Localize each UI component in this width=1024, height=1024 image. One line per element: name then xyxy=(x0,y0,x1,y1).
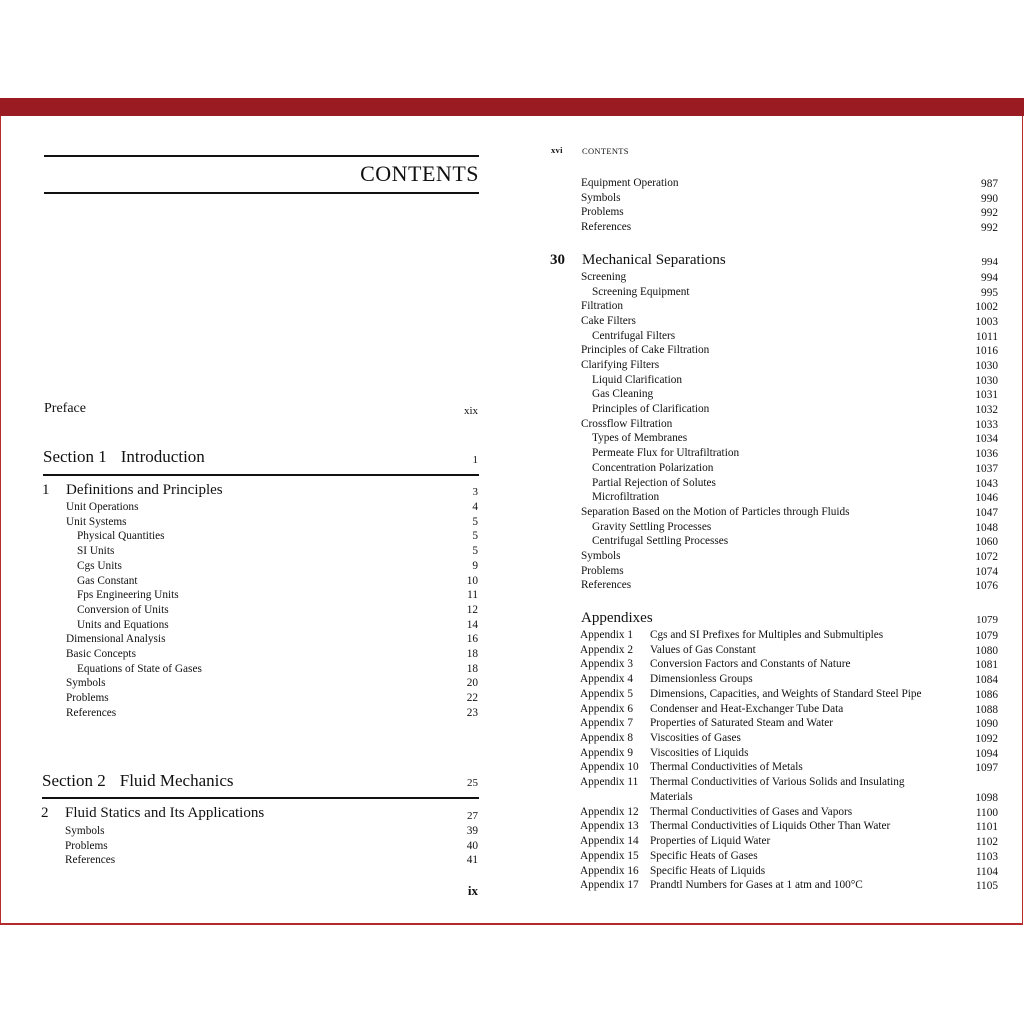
toc-entry: Cake Filters xyxy=(581,315,636,328)
appendix-page: 1104 xyxy=(975,865,998,878)
toc-entry-page: 16 xyxy=(466,633,478,646)
page-frame xyxy=(0,116,1023,925)
chapter2-page: 27 xyxy=(467,810,478,822)
toc-entry-page: 1037 xyxy=(975,462,998,475)
toc-entry: Physical Quantities xyxy=(77,530,165,543)
title-rule-top xyxy=(44,155,479,157)
toc-entry-page: 20 xyxy=(466,677,478,690)
toc-entry: References xyxy=(581,220,632,233)
toc-entry-page: 9 xyxy=(472,559,478,572)
chapter2-title: Fluid Statics and Its Applications xyxy=(65,805,265,821)
section2-page: 25 xyxy=(467,777,478,789)
appendix-page: 1086 xyxy=(975,688,998,701)
running-head-folio: xvi xyxy=(551,145,563,155)
appendix-page: 1084 xyxy=(975,674,998,687)
appendix-title: Thermal Conductivities of Various Solids and Insulating xyxy=(650,776,905,789)
page-folio: ix xyxy=(467,883,478,898)
toc-entry-page: 992 xyxy=(981,221,998,234)
toc-entry-page: 1060 xyxy=(975,536,998,549)
toc-entry: Permeate Flux for Ultrafiltration xyxy=(592,447,740,460)
appendix-number: Appendix 16 xyxy=(580,864,639,877)
section1-page: 1 xyxy=(472,454,478,466)
toc-entry: Clarifying Filters xyxy=(581,359,660,372)
toc-entry-page: 1034 xyxy=(975,433,998,446)
toc-entry-page: 40 xyxy=(466,839,478,852)
toc-entry: Dimensional Analysis xyxy=(66,633,166,646)
running-head-label: CONTENTS xyxy=(582,146,629,156)
toc-entry: Symbols xyxy=(581,549,621,562)
toc-entry-page: 1032 xyxy=(975,404,998,417)
toc-entry: Gas Cleaning xyxy=(592,388,654,401)
toc-entry-page: 1048 xyxy=(975,521,998,534)
toc-entry-page: 992 xyxy=(981,207,998,220)
toc-entry-page: 5 xyxy=(472,515,478,528)
section1-title: Introduction xyxy=(120,447,205,466)
toc-entry: Separation Based on the Motion of Particles through Fluids xyxy=(581,505,850,518)
toc-entry-page: 22 xyxy=(466,692,478,705)
top-color-band xyxy=(0,98,1024,116)
toc-entry: Gravity Settling Processes xyxy=(592,520,712,533)
appendix-page: 1102 xyxy=(975,836,998,849)
toc-entry: Basic Concepts xyxy=(66,648,136,660)
appendix-number: Appendix 8 xyxy=(580,732,634,745)
appendix-number: Appendix 11 xyxy=(580,776,639,789)
appendix-page: 1094 xyxy=(975,747,998,760)
chapter1-number: 1 xyxy=(42,482,50,498)
chapter30-page: 994 xyxy=(981,256,998,268)
toc-entry-page: 18 xyxy=(466,662,478,675)
toc-entry-page: 1031 xyxy=(975,389,998,402)
toc-entry: References xyxy=(66,706,117,719)
title-rule-bottom xyxy=(44,192,479,194)
toc-entry-page: 987 xyxy=(981,178,998,190)
appendix-page: 1090 xyxy=(975,718,998,731)
toc-entry-page: 4 xyxy=(472,501,478,513)
toc-entry: Microfiltration xyxy=(592,491,660,504)
appendix-number: Appendix 7 xyxy=(580,717,634,730)
appendix-number: Appendix 15 xyxy=(580,849,639,862)
appendix-number: Appendix 1 xyxy=(580,629,634,641)
toc-entry-page: 1033 xyxy=(975,418,998,431)
toc-entry-page: 995 xyxy=(981,286,998,299)
toc-entry: Types of Membranes xyxy=(592,432,688,445)
toc-entry: Concentration Polarization xyxy=(592,461,714,474)
appendix-page: 1103 xyxy=(975,850,998,863)
appendix-number: Appendix 17 xyxy=(580,879,639,892)
appendix-title: Thermal Conductivities of Metals xyxy=(650,761,803,774)
toc-entry-page: 1002 xyxy=(975,301,998,314)
toc-entry: Units and Equations xyxy=(77,618,169,631)
toc-entry: Fps Engineering Units xyxy=(77,589,179,602)
chapter1-page: 3 xyxy=(472,486,478,498)
appendix-page: 1092 xyxy=(975,733,998,746)
toc-entry: References xyxy=(581,579,632,592)
appendix-title: Viscosities of Liquids xyxy=(650,746,749,759)
appendix-page: 1098 xyxy=(975,791,998,804)
toc-entry: Filtration xyxy=(581,300,624,313)
toc-entry-page: 994 xyxy=(981,272,998,284)
appendix-page: 1088 xyxy=(975,703,998,716)
toc-entry: Centrifugal Filters xyxy=(592,329,676,342)
toc-entry-page: 1072 xyxy=(975,550,998,563)
appendix-title: Values of Gas Constant xyxy=(650,643,756,656)
toc-entry: Problems xyxy=(581,206,624,219)
toc-entry-page: 1047 xyxy=(975,506,998,519)
appendix-page: 1079 xyxy=(975,630,998,642)
chapter30-number: 30 xyxy=(550,252,565,268)
toc-entry: Screening Equipment xyxy=(592,285,690,298)
section1-rule xyxy=(43,474,479,476)
chapter30-title: Mechanical Separations xyxy=(582,252,726,268)
toc-entry-page: 990 xyxy=(981,192,998,205)
appendix-page: 1100 xyxy=(975,806,998,819)
toc-entry: Screening xyxy=(581,271,627,283)
appendix-number: Appendix 2 xyxy=(580,643,634,656)
appendix-title: Specific Heats of Gases xyxy=(650,849,758,862)
toc-entry-page: 1030 xyxy=(975,360,998,373)
appendix-number: Appendix 5 xyxy=(580,687,634,700)
toc-entry-page: 1011 xyxy=(975,330,998,343)
appendix-title: Prandtl Numbers for Gases at 1 atm and 100°C xyxy=(650,879,863,892)
appendixes-page: 1079 xyxy=(976,614,998,626)
appendix-page: 1097 xyxy=(975,762,998,775)
toc-entry-page: 14 xyxy=(466,618,478,631)
toc-entry: Equations of State of Gases xyxy=(77,662,202,675)
section2-title: Fluid Mechanics xyxy=(119,771,234,790)
appendix-title: Cgs and SI Prefixes for Multiples and Submultiples xyxy=(650,629,884,641)
preface-page: xix xyxy=(463,405,478,417)
toc-entry: References xyxy=(65,854,116,867)
appendixes-title: Appendixes xyxy=(581,610,653,626)
toc-entry-page: 5 xyxy=(472,530,478,543)
appendix-number: Appendix 10 xyxy=(580,761,639,774)
appendix-number: Appendix 6 xyxy=(580,702,634,715)
appendix-page: 1101 xyxy=(975,821,998,834)
toc-entry-page: 1074 xyxy=(975,565,998,578)
toc-entry-page: 23 xyxy=(466,706,478,719)
toc-entry-page: 41 xyxy=(466,854,478,867)
toc-entry-page: 1016 xyxy=(975,345,998,358)
toc-entry: Conversion of Units xyxy=(77,603,169,616)
appendix-page: 1080 xyxy=(975,644,998,657)
toc-entry-page: 5 xyxy=(472,545,478,558)
toc-entry-page: 18 xyxy=(466,648,478,660)
toc-entry: Principles of Cake Filtration xyxy=(581,344,710,357)
toc-entry: Centrifugal Settling Processes xyxy=(592,535,729,548)
appendix-title: Condenser and Heat-Exchanger Tube Data xyxy=(650,702,844,715)
toc-entry-page: 11 xyxy=(467,589,478,602)
appendix-title: Dimensions, Capacities, and Weights of Standard Steel Pipe xyxy=(650,687,922,700)
appendix-number: Appendix 12 xyxy=(580,805,639,818)
appendix-title: Viscosities of Gases xyxy=(650,732,741,745)
toc-entry-page: 1043 xyxy=(975,477,998,490)
section2-rule xyxy=(42,797,479,799)
appendix-number: Appendix 3 xyxy=(580,658,634,671)
appendix-title: Dimensionless Groups xyxy=(650,673,753,686)
toc-entry: Symbols xyxy=(66,677,106,690)
appendix-number: Appendix 13 xyxy=(580,820,639,833)
toc-entry: Symbols xyxy=(581,191,621,204)
toc-entry: Crossflow Filtration xyxy=(581,417,673,430)
toc-entry: Problems xyxy=(581,564,624,577)
toc-entry: Principles of Clarification xyxy=(592,403,710,416)
section2-label: Section 2 xyxy=(42,771,106,790)
toc-entry: Unit Systems xyxy=(66,515,127,528)
toc-entry: Unit Operations xyxy=(66,501,139,513)
appendix-page: 1105 xyxy=(975,880,998,893)
toc-entry-page: 1076 xyxy=(975,580,998,593)
section1-heading xyxy=(43,447,205,467)
toc-entry: Gas Constant xyxy=(77,574,138,587)
appendix-title: Properties of Saturated Steam and Water xyxy=(650,717,834,730)
toc-entry: Liquid Clarification xyxy=(592,373,683,386)
preface-label: Preface xyxy=(44,401,86,416)
appendix-title: Properties of Liquid Water xyxy=(650,835,771,848)
chapter1-title: Definitions and Principles xyxy=(66,482,223,498)
appendix-number: Appendix 4 xyxy=(580,673,634,686)
toc-entry-page: 10 xyxy=(466,574,478,587)
section1-label: Section 1 xyxy=(43,447,107,466)
page-title: CONTENTS xyxy=(360,161,479,186)
toc-entry: Problems xyxy=(66,692,109,705)
chapter2-number: 2 xyxy=(41,805,49,821)
toc-entry-page: 12 xyxy=(466,603,478,616)
toc-entry: Symbols xyxy=(65,825,105,837)
toc-entry: Partial Rejection of Solutes xyxy=(592,476,716,489)
appendix-title: Thermal Conductivities of Liquids Other Than Water xyxy=(650,820,891,833)
appendix-title: Specific Heats of Liquids xyxy=(650,864,766,877)
toc-entry-page: 39 xyxy=(466,825,478,837)
appendix-title: Materials xyxy=(650,790,693,803)
toc-entry: Equipment Operation xyxy=(581,177,679,189)
toc-entry-page: 1036 xyxy=(975,448,998,461)
toc-entry-page: 1003 xyxy=(975,316,998,329)
appendix-title: Conversion Factors and Constants of Nature xyxy=(650,658,851,671)
toc-entry-page: 1030 xyxy=(975,374,998,387)
section2-heading xyxy=(42,771,234,791)
toc-entry: Problems xyxy=(65,839,108,852)
toc-entry: SI Units xyxy=(77,545,115,558)
toc-entry: Cgs Units xyxy=(77,559,122,572)
appendix-title: Thermal Conductivities of Gases and Vapors xyxy=(650,805,853,818)
appendix-number: Appendix 14 xyxy=(580,835,639,848)
appendix-number: Appendix 9 xyxy=(580,746,634,759)
appendix-page: 1081 xyxy=(975,659,998,672)
toc-entry-page: 1046 xyxy=(975,492,998,505)
